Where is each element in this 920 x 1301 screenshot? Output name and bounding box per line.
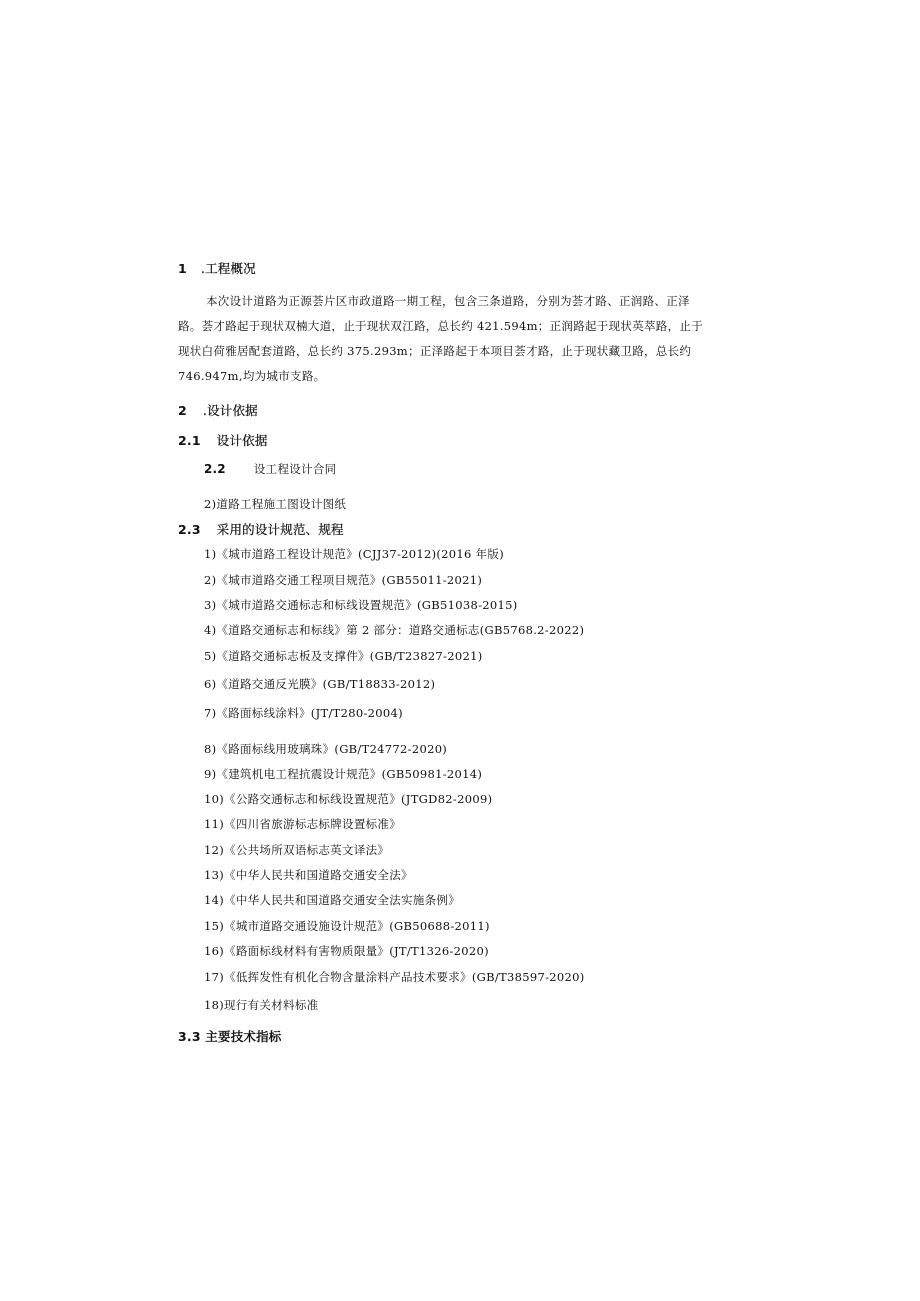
overview-line-2: 路。荟才路起于现状双楠大道，止于现状双江路，总长约 421.594m；正润路起于现状英萃路，止于 [178,319,704,333]
standard-item-17: 17)《低挥发性有机化合物含量涂料产品技术要求》(GB/T38597-2020) [204,970,585,984]
overview-line-4: 746.947m,均为城市支路。 [178,369,326,383]
standard-item-15: 15)《城市道路交通设施设计规范》(GB50688-2011) [204,919,490,933]
section-2-2-title: 设工程设计合同 [253,462,337,476]
section-2-number: 2 [178,403,187,418]
standard-item-11: 11)《四川省旅游标志标牌设置标准》 [204,817,402,831]
standard-item-13: 13)《中华人民共和国道路交通安全法》 [204,868,413,882]
section-2-1-heading [178,431,268,449]
section-2-3-number: 2.3 [178,522,201,537]
standard-item-14: 14)《中华人民共和国道路交通安全法实施条例》 [204,893,461,907]
section-2-title: .设计依据 [202,403,258,418]
standard-item-4: 4)《道路交通标志和标线》第 2 部分：道路交通标志(GB5768.2-2022) [204,623,585,637]
overview-line-3: 现状白荷雅居配套道路，总长约 375.293m；正泽路起于本项目荟才路，止于现状藏卫路，总长约 [178,344,692,358]
standard-item-16: 16)《路面标线材料有害物质限量》(JT/T1326-2020) [204,944,489,958]
standard-item-1: 1)《城市道路工程设计规范》(CJJ37-2012)(2016 年版) [204,547,504,561]
standard-item-2: 2)《城市道路交通工程项目规范》(GB55011-2021) [204,573,483,587]
section-2-heading [178,401,258,419]
standard-item-6: 6)《道路交通反光膜》(GB/T18833-2012) [204,677,436,691]
standard-item-7: 7)《路面标线涂料》(JT/T280-2004) [204,706,403,720]
section-2-1-title: 设计依据 [216,433,268,448]
standard-item-18: 18)现行有关材料标准 [204,998,319,1012]
section-1-number: 1 [178,261,187,276]
section-2-3-heading [178,520,344,538]
section-1-heading [178,259,256,277]
standard-item-10: 10)《公路交通标志和标线设置规范》(JTGD82-2009) [204,792,493,806]
standard-item-3: 3)《城市道路交通标志和标线设置规范》(GB51038-2015) [204,598,518,612]
basis-item-2: 2)道路工程施工图设计图纸 [204,497,347,511]
section-2-1-number: 2.1 [178,433,201,448]
section-2-2-number: 2.2 [204,462,226,476]
standard-item-12: 12)《公共场所双语标志英文译法》 [204,843,390,857]
section-3-3-heading: 3.3 主要技术指标 [178,1029,282,1044]
section-2-2-heading [204,458,336,477]
section-1-title: .工程概况 [200,261,256,276]
standard-item-8: 8)《路面标线用玻璃珠》(GB/T24772-2020) [204,742,448,756]
standard-item-9: 9)《建筑机电工程抗震设计规范》(GB50981-2014) [204,767,483,781]
section-2-3-title: 采用的设计规范、规程 [216,522,344,537]
standard-item-5: 5)《道路交通标志板及支撑件》(GB/T23827-2021) [204,649,483,663]
overview-line-1: 本次设计道路为正源荟片区市政道路一期工程，包含三条道路，分别为荟才路、正润路、正泽 [206,294,690,308]
